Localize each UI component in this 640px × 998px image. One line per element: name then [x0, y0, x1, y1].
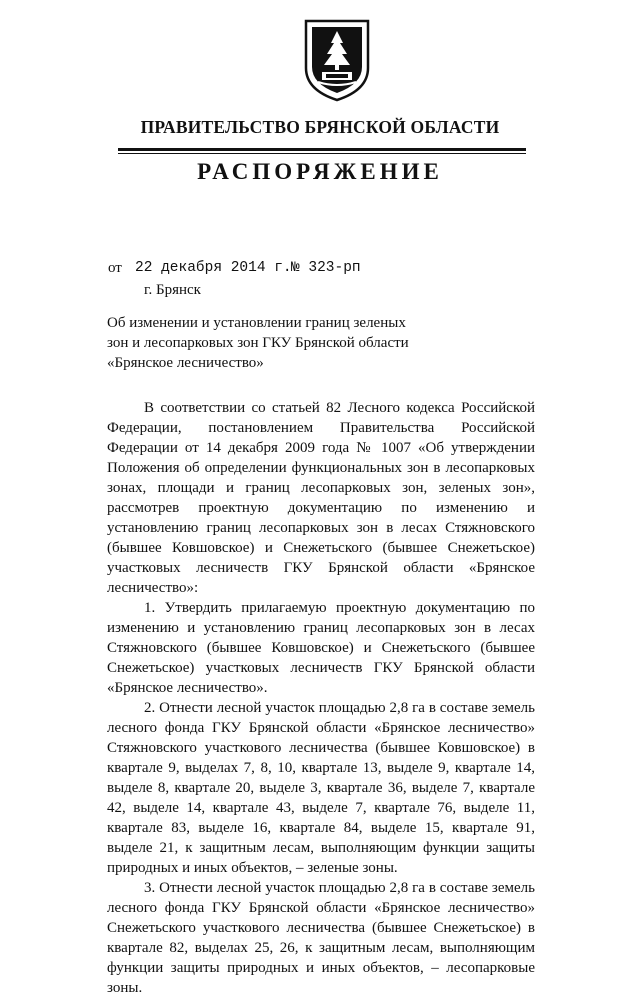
subject-line: зон и лесопарковых зон ГКУ Брянской области — [107, 335, 409, 351]
document-type: РАСПОРЯЖЕНИЕ — [197, 159, 443, 184]
body-paragraph-item-1: 1. Утвердить прилагаемую проектную документацию по изменению и установлению границ лесопарковых зон в лесах Стяжновского (бывшее Ковшовское) и Снежетьского (бывшее Снежетьское) участковых лесничеств ГКУ Брянской области «Брянское лесничество». — [107, 600, 535, 696]
header-divider-thin — [118, 153, 526, 154]
header-divider-thick — [118, 148, 526, 151]
date-prefix: от — [108, 260, 122, 276]
subject-line: «Брянское лесничество» — [107, 355, 264, 371]
document-date: 22 декабря 2014 г. — [135, 260, 292, 276]
body-paragraph-preamble: В соответствии со статьей 82 Лесного кодекса Российской Федерации, постановлением Правительства Российской Федерации от 14 декабря 2009 года № 1007 «Об утверждении Положения об определении функциональных зон в лесопарковых зонах, площади и границ лесопарковых зон, зеленых зон», рассмотрев проектную документацию по изменению и установлению границ лесопарковых зон в лесах Стяжновского (бывшее Ковшовское) и Снежетьского (бывшее Снежетьское) участковых лесничеств ГКУ Брянской области «Брянское лесничество»: — [107, 400, 535, 596]
coat-of-arms-icon — [302, 18, 372, 102]
subject-block — [107, 313, 427, 373]
city: г. Брянск — [144, 282, 201, 298]
body-paragraph-item-3: 3. Отнести лесной участок площадью 2,8 га в составе земель лесного фонда ГКУ Брянской области «Брянское лесничество» Снежетьского участкового лесничества (бывшее Снежетьское) в квартале 82, выделах 25, 26, к защитным лесам, выполняющим функции защиты природных и иных объектов, – лесопарковые зоны. — [107, 880, 535, 996]
organization-title: ПРАВИТЕЛЬСТВО БРЯНСКОЙ ОБЛАСТИ — [140, 117, 500, 137]
body-paragraph-item-2: 2. Отнести лесной участок площадью 2,8 га в составе земель лесного фонда ГКУ Брянской области «Брянское лесничество» Стяжновского участкового лесничества (бывшее Ковшовское) в квартале 9, выделах 7, 8, 10, квартале 13, выделе 9, квартале 14, выделе 8, квартале 20, выделе 3, квартале 36, выделе 7, квартале 42, выделе 14, квартале 43, выделе 7, квартале 76, выделе 11, квартале 83, выделе 16, квартале 84, выделе 15, квартале 91, выделе 21, к защитным лесам, выполняющим функции защиты природных и иных объектов, – зеленые зоны. — [107, 700, 535, 876]
document-body — [107, 398, 535, 998]
document-number: № 323-рп — [291, 260, 361, 276]
subject-line: Об изменении и установлении границ зеленых — [107, 315, 406, 331]
